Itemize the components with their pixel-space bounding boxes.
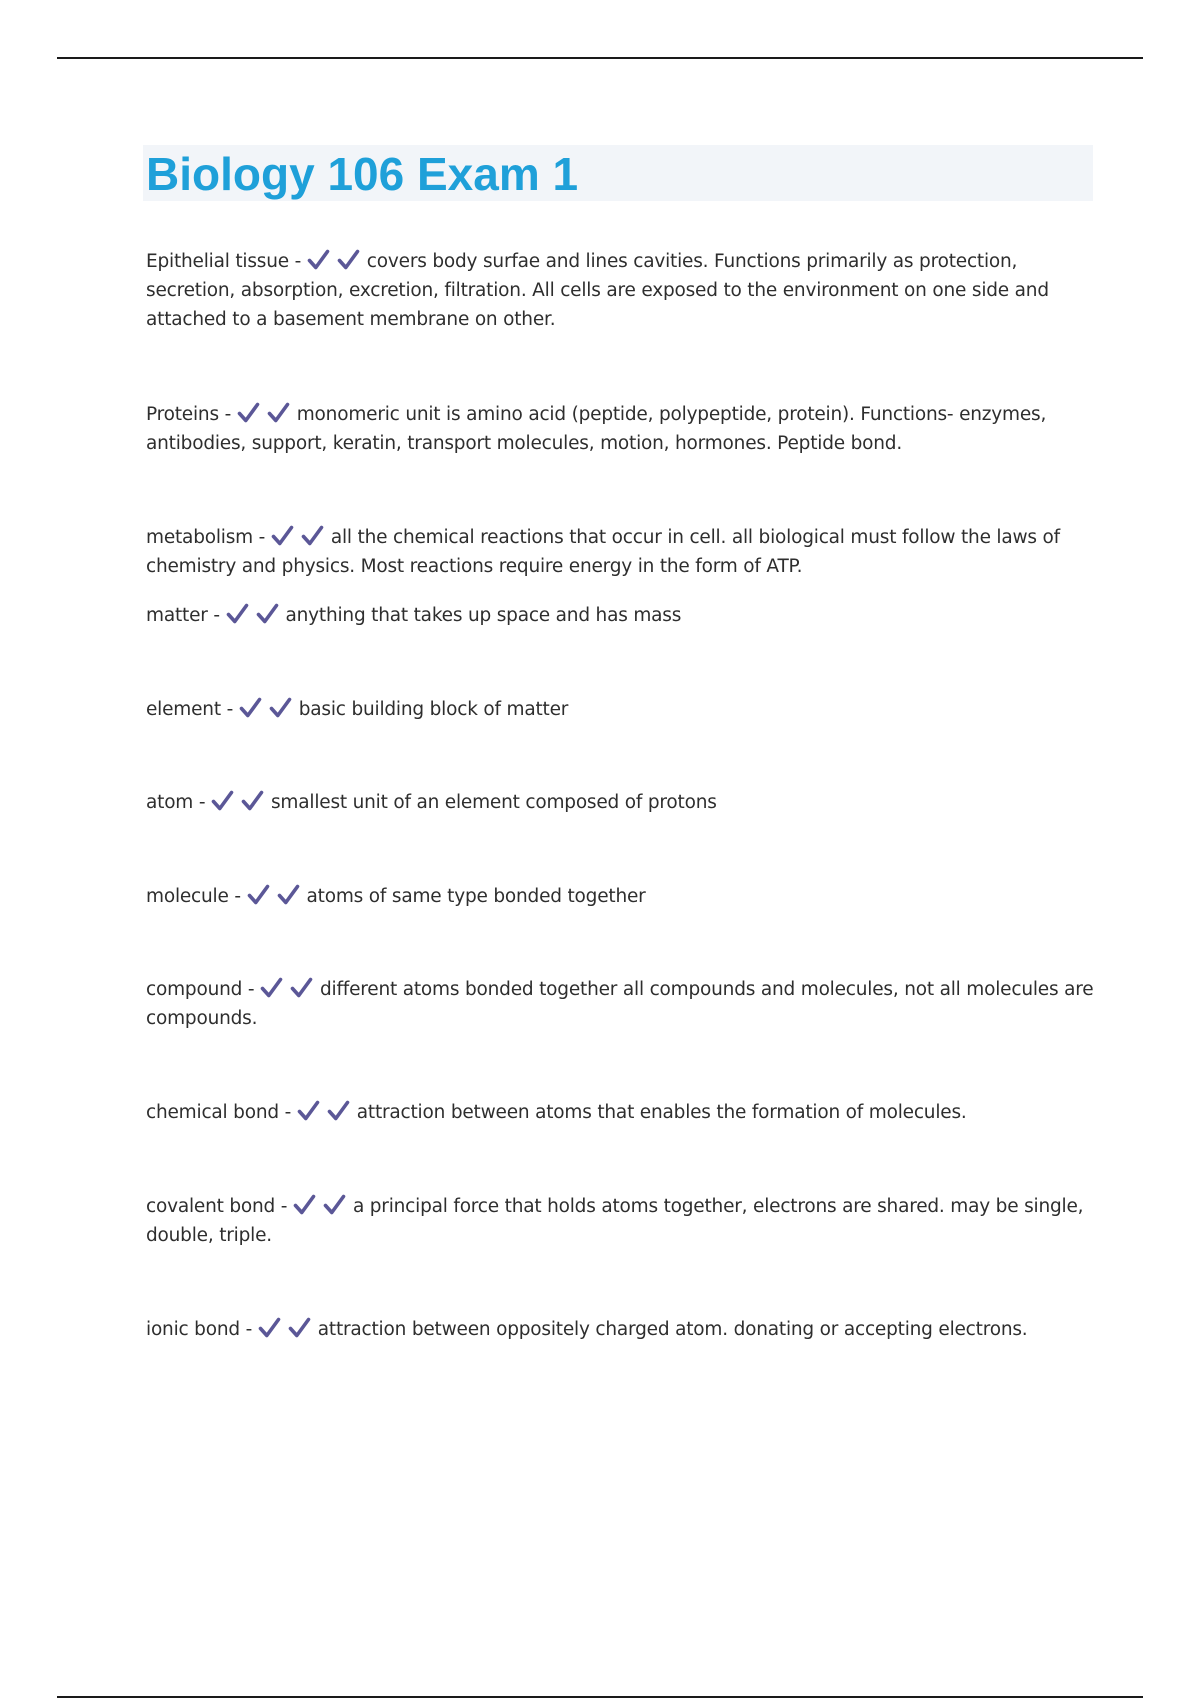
checkmark-icon	[307, 249, 330, 271]
term-separator: -	[242, 979, 261, 1000]
entry-term: matter	[146, 605, 208, 626]
entry-term: metabolism	[146, 527, 253, 548]
checkmark-icon	[226, 603, 249, 625]
entry-definition: attraction between atoms that enables the formation of molecules.	[356, 1102, 967, 1123]
checkmark-icon	[260, 977, 283, 999]
checkmark-icon	[293, 1194, 316, 1216]
entry-definition: different atoms bonded together all compounds and molecules, not all molecules are compounds.	[146, 979, 1094, 1029]
glossary-entry	[146, 1192, 1096, 1250]
entry-term: molecule	[146, 886, 229, 907]
glossary-entry	[146, 247, 1096, 334]
checkmark-icon	[267, 402, 290, 424]
checkmark-icon	[258, 1317, 281, 1339]
entry-definition: covers body surfae and lines cavities. Functions primarily as protection, secretion, absorption, excretion, filtration. All cells are exposed to the environment on one side and attached to a basement membrane on other.	[146, 251, 1049, 330]
checkmark-icon	[239, 697, 262, 719]
entry-term: element	[146, 699, 221, 720]
checkmark-icon	[337, 249, 360, 271]
checkmark-icon	[271, 525, 294, 547]
entry-term: compound	[146, 979, 243, 1000]
entry-term: Proteins	[146, 404, 219, 425]
glossary-entry	[146, 975, 1096, 1033]
term-separator: -	[275, 1196, 293, 1217]
checkmark-icon	[297, 1100, 320, 1122]
term-separator: -	[288, 251, 307, 272]
checkmark-icon	[211, 790, 234, 812]
glossary-entry	[146, 788, 1096, 817]
checkmark-icon	[290, 977, 313, 999]
checkmark-icon	[247, 884, 270, 906]
bottom-rule	[57, 1696, 1143, 1698]
entry-definition: anything that takes up space and has mass	[285, 605, 682, 626]
checkmark-icon	[256, 603, 279, 625]
term-separator: -	[218, 404, 237, 425]
entry-term: Epithelial tissue	[146, 251, 289, 272]
entry-definition: atoms of same type bonded together	[306, 886, 646, 907]
entry-definition: monomeric unit is amino acid (peptide, polypeptide, protein). Functions- enzymes, antibodies, support, keratin, transport molecules, motion, hormones. Peptide bond.	[146, 404, 1047, 454]
glossary-entry	[146, 601, 1096, 630]
checkmark-icon	[241, 790, 264, 812]
checkmark-icon	[323, 1194, 346, 1216]
glossary-entry	[146, 400, 1096, 458]
entry-definition: smallest unit of an element composed of protons	[270, 792, 717, 813]
entry-definition: basic building block of matter	[298, 699, 569, 720]
term-separator: -	[253, 527, 271, 548]
glossary-entry	[146, 882, 1096, 911]
entry-definition: all the chemical reactions that occur in cell. all biological must follow the laws of chemistry and physics. Most reactions require energy in the form of ATP.	[146, 527, 1060, 577]
term-separator: -	[193, 792, 211, 813]
checkmark-icon	[288, 1317, 311, 1339]
term-separator: -	[228, 886, 247, 907]
checkmark-icon	[269, 697, 292, 719]
glossary-entry	[146, 1315, 1096, 1344]
checkmark-icon	[327, 1100, 350, 1122]
glossary-entry	[146, 1098, 1096, 1127]
document-title: Biology 106 Exam 1	[146, 148, 579, 200]
glossary-entry	[146, 523, 1096, 581]
top-rule	[57, 57, 1143, 59]
entry-term: chemical bond	[146, 1102, 279, 1123]
entry-term: covalent bond	[146, 1196, 276, 1217]
glossary-entry	[146, 695, 1096, 724]
entry-term: atom	[146, 792, 194, 813]
term-separator: -	[278, 1102, 297, 1123]
entry-term: ionic bond	[146, 1319, 240, 1340]
checkmark-icon	[301, 525, 324, 547]
term-separator: -	[220, 699, 239, 720]
term-separator: -	[239, 1319, 258, 1340]
term-separator: -	[207, 605, 226, 626]
checkmark-icon	[237, 402, 260, 424]
entry-definition: attraction between oppositely charged atom. donating or accepting electrons.	[317, 1319, 1028, 1340]
entry-definition: a principal force that holds atoms together, electrons are shared. may be single, double, triple.	[146, 1196, 1084, 1246]
checkmark-icon	[277, 884, 300, 906]
